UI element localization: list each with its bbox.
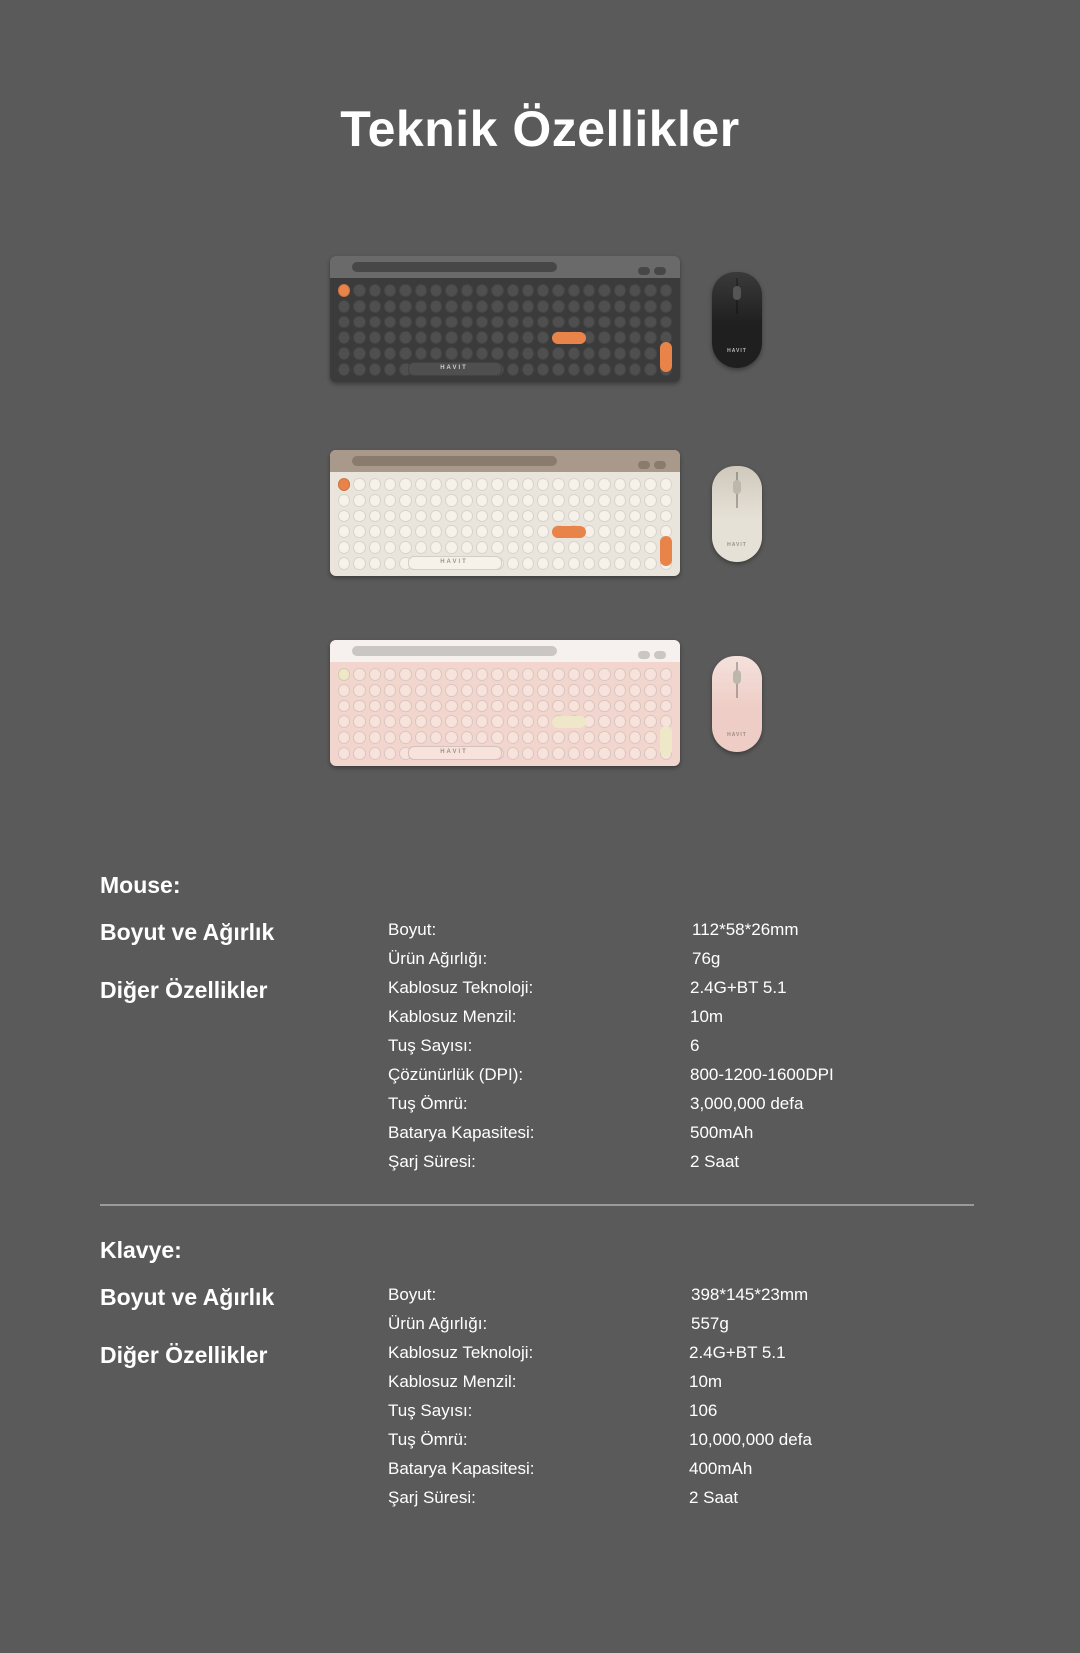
keyboard-spec-key: Kablosuz Teknoloji:: [388, 1343, 534, 1362]
product-beige-keyboard-mouse: [330, 450, 770, 580]
mouse-spec-value: 500mAh: [690, 1123, 754, 1142]
keyboard-spec-value: 2.4G+BT 5.1: [689, 1343, 786, 1362]
mouse-brand-logo: HAVIT: [727, 348, 747, 354]
mouse-spec-value: 76g: [692, 949, 721, 968]
mouse-spec-key: Şarj Süresi:: [388, 1152, 476, 1171]
keyboard-spec-value: 400mAh: [689, 1459, 753, 1478]
keyboard-spec-key: Tuş Sayısı:: [388, 1401, 473, 1420]
mouse-brand-logo: HAVIT: [727, 732, 747, 738]
keyboard-brand-logo: HAVIT: [440, 749, 468, 755]
mouse-spec-value: 800-1200-1600DPI: [690, 1065, 834, 1084]
mouse-spec-value: 6: [690, 1036, 700, 1055]
keyboard-size-weight-label: Boyut ve Ağırlık: [100, 1284, 275, 1310]
mouse-section-label: Mouse:: [100, 872, 181, 898]
mouse-spec-key: Tuş Sayısı:: [388, 1036, 473, 1055]
mouse-spec-value: 2.4G+BT 5.1: [690, 978, 787, 997]
keyboard-spec-value: 10,000,000 defa: [689, 1430, 812, 1449]
mouse-spec-key: Ürün Ağırlığı:: [388, 949, 488, 968]
keyboard-spec-value: 106: [689, 1401, 718, 1420]
keyboard-image: [330, 450, 680, 576]
keyboard-spec-key: Tuş Ömrü:: [388, 1430, 468, 1449]
mouse-spec-key: Kablosuz Menzil:: [388, 1007, 517, 1026]
keyboard-section-label: Klavye:: [100, 1237, 182, 1263]
mouse-size-weight-label: Boyut ve Ağırlık: [100, 919, 275, 945]
mouse-spec-key: Tuş Ömrü:: [388, 1094, 468, 1113]
keyboard-image: [330, 256, 680, 382]
mouse-other-features-label: Diğer Özellikler: [100, 977, 268, 1003]
page-title: Teknik Özellikler: [340, 101, 740, 157]
keyboard-spec-key: Batarya Kapasitesi:: [388, 1459, 535, 1478]
keyboard-spec-value: 2 Saat: [689, 1488, 739, 1507]
mouse-spec-key: Boyut:: [388, 920, 437, 939]
mouse-image: [712, 656, 762, 752]
mouse-spec-value: 2 Saat: [690, 1152, 740, 1171]
mouse-spec-value: 112*58*26mm: [692, 920, 799, 939]
keyboard-brand-logo: HAVIT: [440, 559, 468, 565]
mouse-spec-value: 3,000,000 defa: [690, 1094, 804, 1113]
mouse-brand-logo: HAVIT: [727, 542, 747, 548]
section-divider: [100, 1204, 974, 1206]
keyboard-brand-logo: HAVIT: [440, 365, 468, 371]
mouse-image: [712, 272, 762, 368]
keyboard-spec-value: 398*145*23mm: [691, 1285, 809, 1304]
keyboard-spec-key: Boyut:: [388, 1285, 437, 1304]
mouse-spec-key: Kablosuz Teknoloji:: [388, 978, 534, 997]
keyboard-spec-key: Kablosuz Menzil:: [388, 1372, 517, 1391]
keyboard-spec-key: Şarj Süresi:: [388, 1488, 476, 1507]
keyboard-spec-key: Ürün Ağırlığı:: [388, 1314, 488, 1333]
mouse-spec-key: Batarya Kapasitesi:: [388, 1123, 535, 1142]
keyboard-other-features-label: Diğer Özellikler: [100, 1342, 268, 1368]
keyboard-spec-value: 10m: [689, 1372, 723, 1391]
mouse-spec-key: Çözünürlük (DPI):: [388, 1065, 524, 1084]
mouse-image: [712, 466, 762, 562]
mouse-spec-value: 10m: [690, 1007, 724, 1026]
product-pink-keyboard-mouse: [330, 640, 770, 770]
keyboard-spec-value: 557g: [691, 1314, 729, 1333]
product-dark-keyboard-mouse: [330, 256, 770, 386]
keyboard-image: [330, 640, 680, 766]
